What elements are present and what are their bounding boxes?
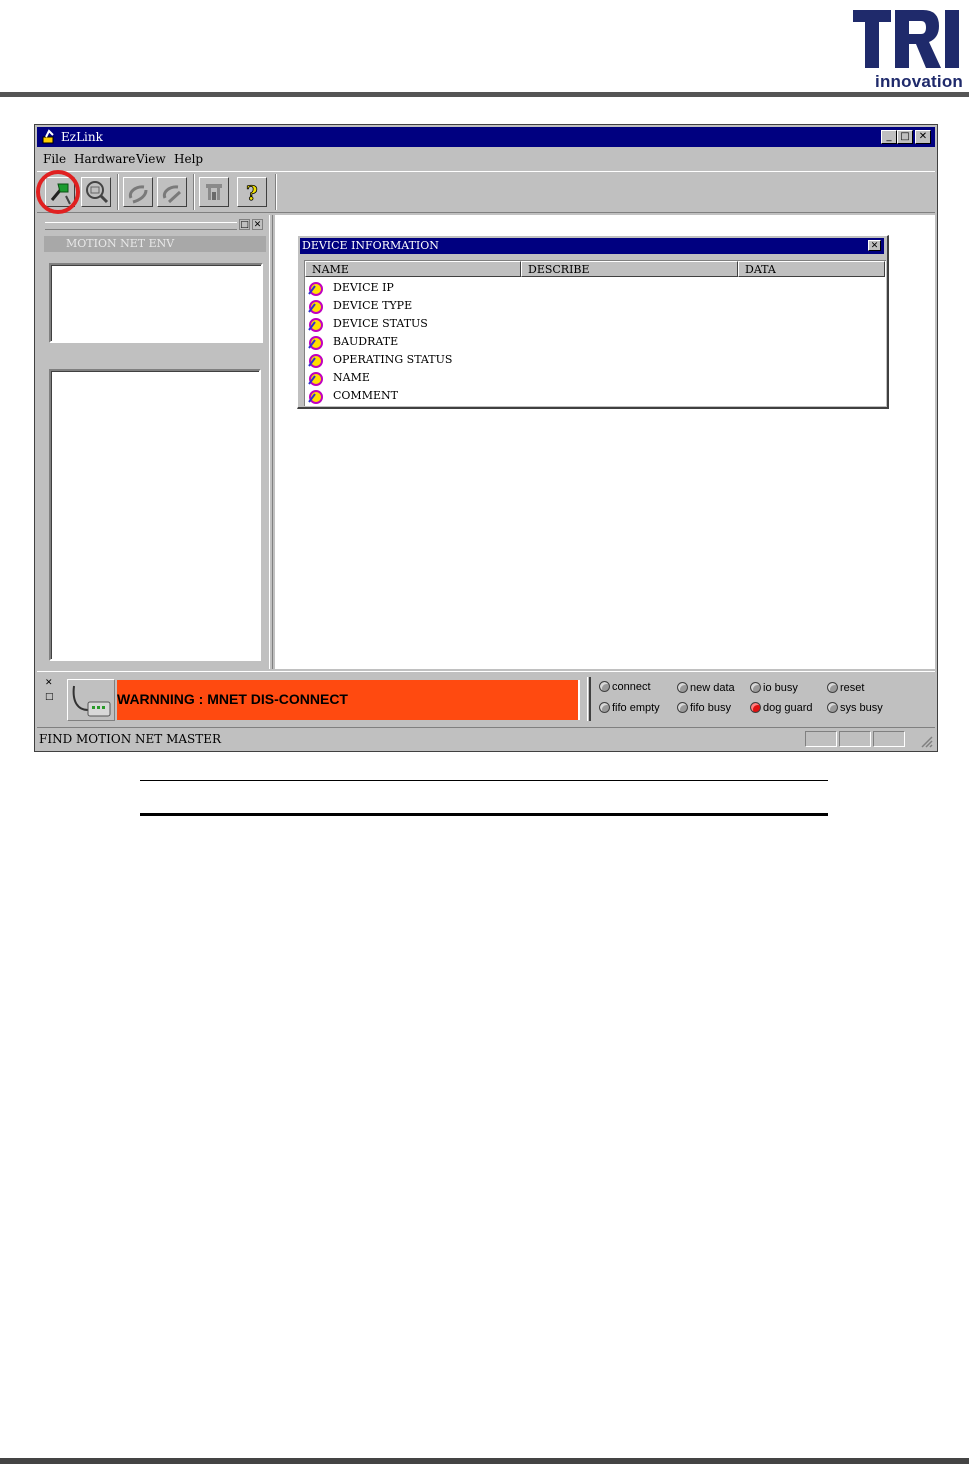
- device-information-title[interactable]: [300, 238, 884, 254]
- panel-grip[interactable]: [45, 222, 237, 230]
- device-tree-box[interactable]: [49, 369, 261, 661]
- device-property-icon: [307, 388, 325, 404]
- led-icon: [827, 702, 838, 713]
- panel-float-button[interactable]: [239, 219, 250, 230]
- window-title: EzLink: [61, 130, 103, 144]
- indicator-fifo-empty: fifo empty: [599, 701, 660, 715]
- status-bar: [37, 727, 935, 749]
- status-cell: [873, 731, 905, 747]
- led-icon: [750, 702, 761, 713]
- app-window: [34, 124, 938, 752]
- indicator-connect: connect: [599, 680, 651, 694]
- connect-icon: [124, 178, 152, 206]
- menu-hardware[interactable]: Hardware: [74, 152, 136, 166]
- network-button[interactable]: [199, 177, 229, 207]
- led-icon: [677, 682, 688, 693]
- menu-file[interactable]: File: [43, 152, 67, 166]
- led-icon: [677, 702, 688, 713]
- row-name: OPERATING STATUS: [333, 353, 453, 366]
- minimize-button[interactable]: [881, 130, 897, 144]
- device-property-icon: [307, 334, 325, 350]
- help-button[interactable]: [237, 177, 267, 207]
- caption-rule-top: [140, 780, 828, 781]
- toolbar-separator: [117, 174, 119, 210]
- tri-logo-mark: [851, 4, 963, 74]
- maximize-button[interactable]: [897, 130, 913, 144]
- close-icon: ✕: [45, 678, 53, 688]
- maximize-icon: □: [900, 131, 910, 142]
- indicator-new-data: new data: [677, 681, 735, 695]
- connection-icon-box: [67, 679, 115, 721]
- row-name: DEVICE STATUS: [333, 317, 428, 330]
- close-icon: ✕: [253, 220, 262, 230]
- header-divider: [0, 92, 969, 97]
- menu-view[interactable]: View: [136, 152, 166, 166]
- row-name: DEVICE IP: [333, 281, 394, 294]
- device-property-icon: [307, 298, 325, 314]
- restore-icon: □: [45, 692, 54, 702]
- find-master-button[interactable]: [45, 177, 75, 207]
- panel-splitter[interactable]: [269, 215, 273, 669]
- indicator-reset: reset: [827, 681, 864, 695]
- restore-icon: □: [240, 220, 249, 230]
- status-panel-splitter: [587, 677, 591, 721]
- footer-divider: [0, 1458, 969, 1464]
- device-property-icon: [307, 352, 325, 368]
- app-icon: [41, 129, 57, 145]
- warning-banner: WARNNING : MNET DIS-CONNECT: [117, 680, 580, 720]
- status-cell: [805, 731, 837, 747]
- title-bar[interactable]: [37, 127, 935, 147]
- column-header-describe[interactable]: DESCRIBE: [521, 261, 738, 277]
- panel-close-button[interactable]: [252, 219, 263, 230]
- led-icon: [827, 682, 838, 693]
- led-icon: [750, 682, 761, 693]
- device-property-icon: [307, 280, 325, 296]
- device-information-title-text: DEVICE INFORMATION: [302, 239, 439, 252]
- network-icon: [200, 178, 228, 206]
- logo-subtitle: innovation: [875, 72, 963, 91]
- network-env-box[interactable]: [49, 263, 263, 343]
- toolbar-separator: [275, 174, 277, 210]
- motion-net-panel: [39, 215, 271, 669]
- indicator-sys-busy: sys busy: [827, 701, 883, 715]
- mdi-workspace: [275, 215, 935, 669]
- indicator-fifo-busy: fifo busy: [677, 701, 731, 715]
- search-icon: [82, 178, 110, 206]
- resize-grip-icon[interactable]: [919, 734, 933, 748]
- row-name: BAUDRATE: [333, 335, 399, 348]
- toolbar: [37, 171, 935, 213]
- close-button[interactable]: [915, 130, 931, 144]
- led-icon: [599, 702, 610, 713]
- svg-text:?: ?: [246, 181, 258, 205]
- device-information-window: [297, 235, 889, 409]
- connect-button[interactable]: [123, 177, 153, 207]
- highlight-circle: [36, 170, 80, 214]
- device-information-close-button[interactable]: [868, 240, 881, 251]
- caption-rule-bottom: [140, 813, 828, 816]
- led-icon: [599, 681, 610, 692]
- device-property-icon: [307, 370, 325, 386]
- tri-logo: [851, 4, 963, 90]
- search-button[interactable]: [81, 177, 111, 207]
- status-panel: [37, 671, 935, 725]
- toolbar-separator: [193, 174, 195, 210]
- disconnect-button[interactable]: [157, 177, 187, 207]
- disconnect-icon: [158, 178, 186, 206]
- status-panel-close-button[interactable]: [45, 678, 53, 688]
- status-panel-float-button[interactable]: [45, 692, 54, 702]
- row-name: COMMENT: [333, 389, 398, 402]
- column-header-name[interactable]: NAME: [305, 261, 521, 277]
- status-text: FIND MOTION NET MASTER: [39, 732, 222, 746]
- row-name: DEVICE TYPE: [333, 299, 413, 312]
- menu-bar: [37, 149, 935, 169]
- minimize-icon: _: [886, 131, 892, 142]
- column-header-data[interactable]: DATA: [738, 261, 885, 277]
- device-information-list: [304, 260, 886, 406]
- menu-help[interactable]: Help: [174, 152, 204, 166]
- panel-title: MOTION NET ENV: [44, 236, 266, 252]
- close-icon: ✕: [918, 131, 928, 142]
- cable-connector-icon: [68, 680, 114, 720]
- close-icon: ✕: [870, 241, 879, 251]
- status-cell: [839, 731, 871, 747]
- help-icon: [238, 178, 266, 206]
- device-property-icon: [307, 316, 325, 332]
- row-name: NAME: [333, 371, 370, 384]
- indicator-io-busy: io busy: [750, 681, 798, 695]
- indicator-dog-guard: dog guard: [750, 701, 813, 715]
